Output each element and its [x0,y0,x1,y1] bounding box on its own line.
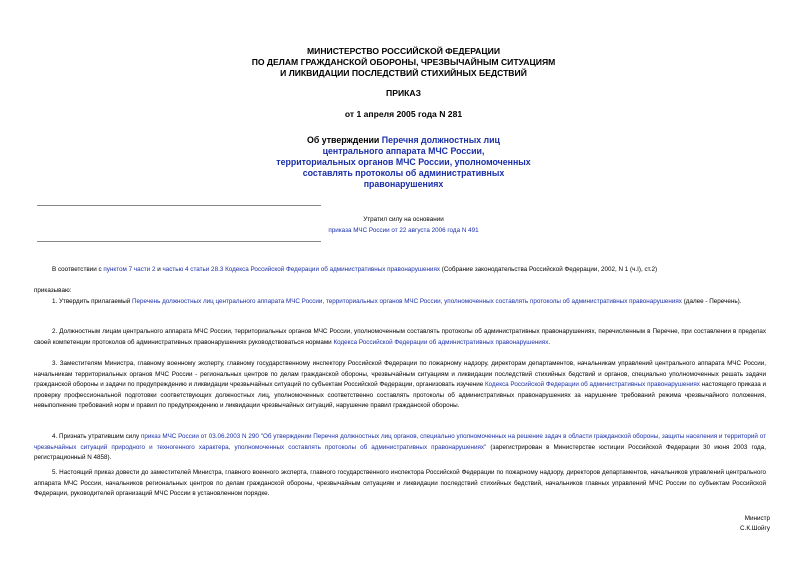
divider-bottom [37,241,321,242]
preamble-link-2[interactable]: частью 4 статьи 28.3 Кодекса Российской Федерации об административных правонарушениях [162,266,440,273]
document-title [0,135,807,190]
item-3-link[interactable]: Кодекса Российской Федерации об административных правонарушениях [484,381,700,388]
item-2-link[interactable]: Кодекса Российской Федерации об административных правонарушениях [333,338,549,346]
status-link[interactable]: приказа МЧС России от 22 августа 2006 года N 491 [328,227,479,234]
ministry-name [0,46,807,79]
preamble [34,265,766,276]
title-line-2[interactable]: центрального аппарата МЧС России, [322,146,485,156]
item-1-text: 1. Утвердить прилагаемый [52,298,133,305]
item-5: 5. Настоящий приказ довести до заместителей Министра, главного военного эксперта, главного государственного инспектора Российской Федерации по пожарному надзору, директоров департаментов, начальников управлений центрального аппарата МЧС России, начальников региональных центров по делам гражданской обороны, чрезвычайным ситуациям и ликвидации последствий стихийных бедствий, начальников главных управлений МЧС России по субъектам Российской Федерации, руководителей организаций МЧС России в установленном порядке. [34,469,766,497]
item-2-text: 2. Должностным лицам центрального аппарата МЧС России, территориальных органов МЧС России, уполномоченным составлять протоколы об административных правонарушениях, перечисленным в Перечне, при составлении в пределах своей компетенции протоколов об административных правонарушениях руководствоваться нормами [34,328,766,346]
title-line-5[interactable]: правонарушениях [363,179,444,189]
preamble-text-3: (Собрание законодательства Российской Федерации, 2002, N 1 (ч.I), ст.2) [440,266,658,273]
item-4-link[interactable]: приказ МЧС России от 03.06.2003 N 290 "Об утверждении Перечня должностных лиц органов, специально уполномоченных на решение задач в области гражданской обороны, защиты населения и территорий от чрезвычайных ситуаций природного и техногенного характера, уполномоченных составлять протоколы об административных правонарушениях" [34,433,766,451]
item-4-text: 4. Признать утратившим силу [52,433,141,440]
item-2-text-end: . [548,338,551,346]
title-prefix: Об утверждении [307,135,382,145]
signature-name: С.К.Шойгу [740,525,770,532]
preamble-text-1: В соответствии с [52,266,104,273]
item-1-text-end: (далее - Перечень). [681,298,742,305]
ministry-line-2: ПО ДЕЛАМ ГРАЖДАНСКОЙ ОБОРОНЫ, ЧРЕЗВЫЧАЙНЫМ СИТУАЦИЯМ [251,57,556,67]
item-2 [34,327,766,348]
title-line-4[interactable]: составлять протоколы об административных [302,168,505,178]
preamble-link-1[interactable]: пунктом 7 части 2 [103,266,156,273]
document-type: ПРИКАЗ [386,88,421,98]
item-1 [34,297,766,308]
ministry-line-3: И ЛИКВИДАЦИИ ПОСЛЕДСТВИЙ СТИХИЙНЫХ БЕДСТВИЙ [280,68,527,78]
ministry-line-1: МИНИСТЕРСТВО РОССИЙСКОЙ ФЕДЕРАЦИИ [306,46,501,56]
item-3-text: 3. Заместителям Министра, главному военному эксперту, главному государственному инспектору Российской Федерации по пожарному надзору, директорам департаментов, начальникам управлений центрального аппарата МЧС России, начальникам территориальных органов МЧС России - региональных центров по делам гражданской обороны, чрезвычайным ситуациям и ликвидации последствий стихийных бедствий и органов, специально уполномоченных решать задачи гражданской обороны и задачи по предупреждению и ликвидации чрезвычайных ситуаций по субъектам Российской Федерации, организовать изучение [34,360,766,388]
divider-top [37,205,321,206]
signature [740,514,770,534]
item-4-text-end: (зарегистрирован в Министерстве юстиции Российской Федерации 30 июня 2003 года, регистрационный N 4858). [34,443,766,461]
status-link-row [0,226,807,236]
item-3-text-end: настоящего приказа и проверку профессиональной подготовки соответствующих должностных лиц, уполномоченных соответственно составлять протоколы об административных правонарушениях за нарушение требований режима чрезвычайного положения, невыполнение требований норм и правил по предупреждению и ликвидации чрезвычайных ситуаций, нарушение правил гражданской обороны. [34,381,766,409]
preamble-text-2: и [155,266,163,273]
title-line-3[interactable]: территориальных органов МЧС России, уполномоченных [276,157,531,167]
item-3 [34,359,766,412]
title-link[interactable]: Перечня должностных лиц [381,135,500,145]
item-1-link[interactable]: Перечень должностных лиц центрального аппарата МЧС России, территориальных органов МЧС России, уполномоченных составлять протоколы об административных правонарушениях [132,298,682,305]
item-4 [34,432,766,464]
signature-position: Министр [744,515,770,522]
document-date-number: от 1 апреля 2005 года N 281 [344,109,463,119]
status-line: Утратил силу на основании [363,216,444,223]
order-word: приказываю: [34,287,72,294]
